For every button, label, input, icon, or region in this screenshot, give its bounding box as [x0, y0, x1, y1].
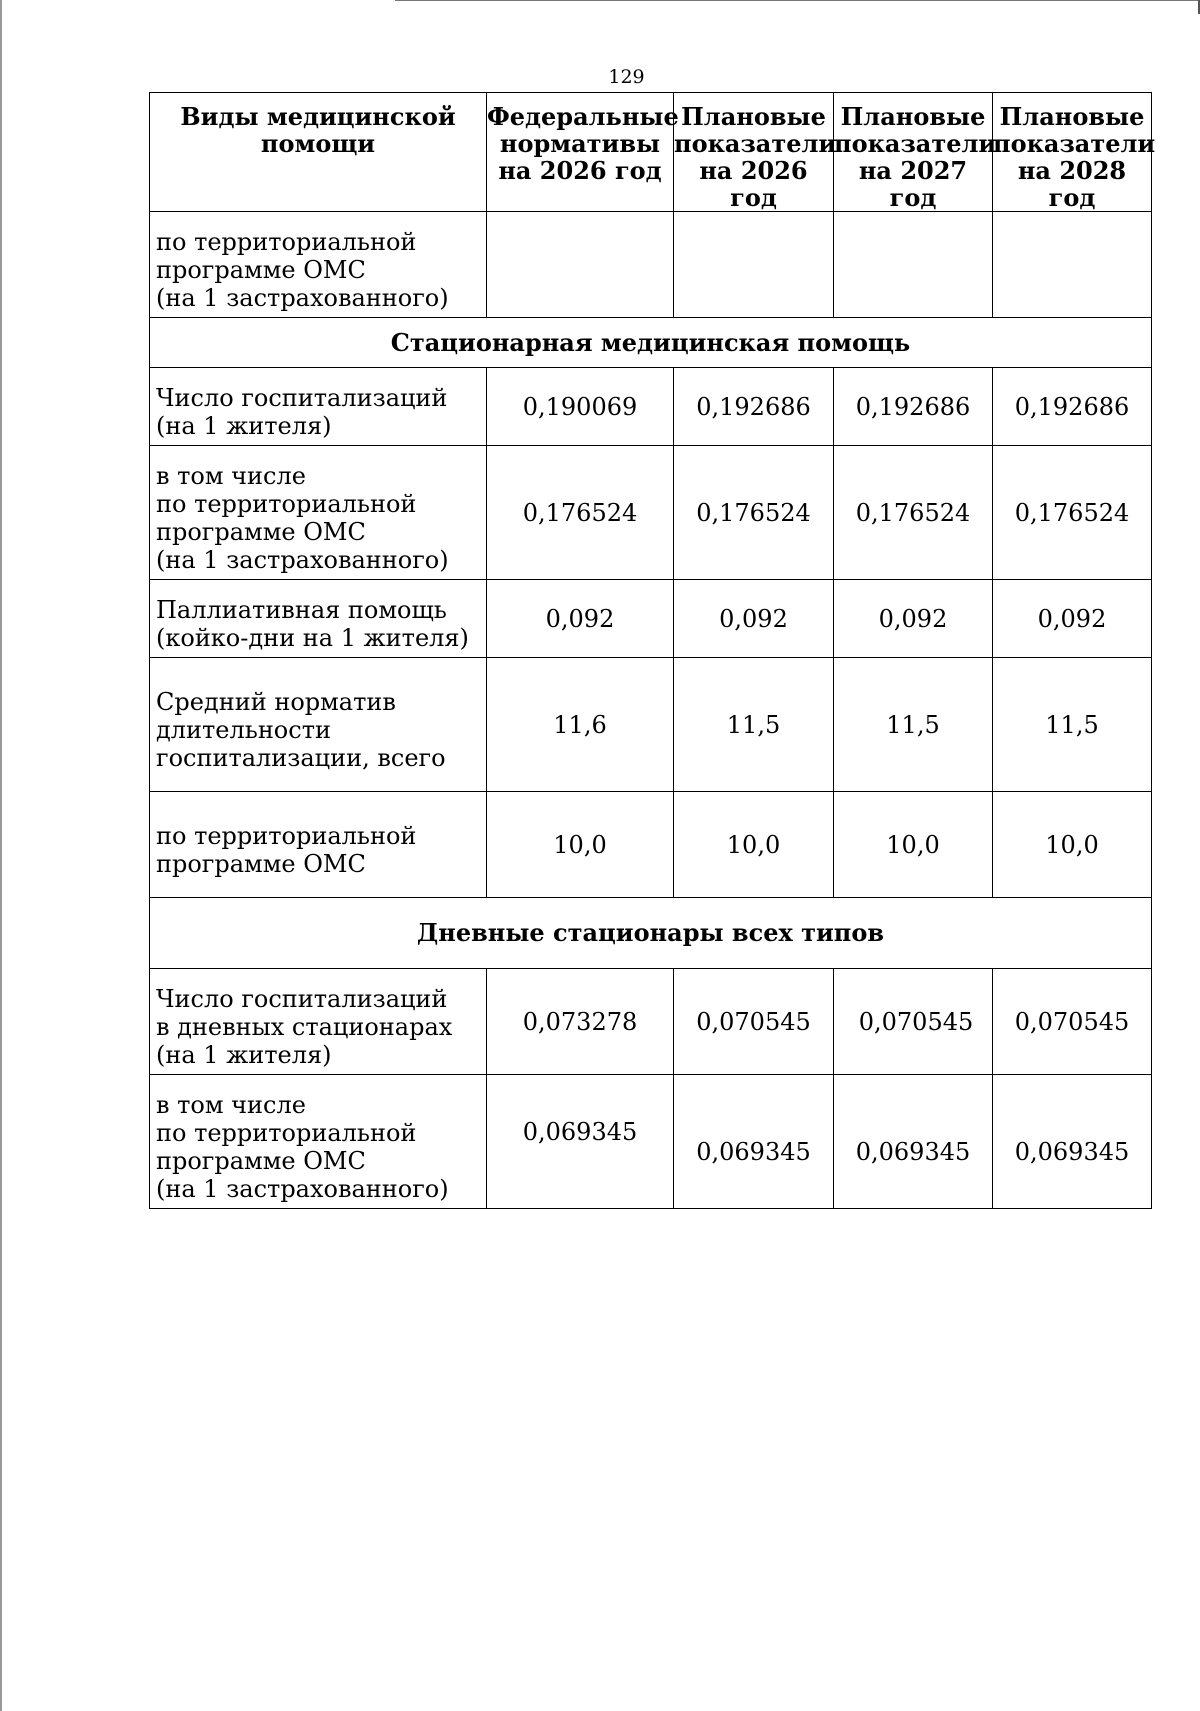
- cell-federal-2026: 0,176524: [487, 446, 674, 580]
- cell-plan-2027-value: 0,069345: [855, 1137, 971, 1166]
- page-number: 129: [608, 66, 645, 88]
- cell-plan-2028: 0,070545: [993, 969, 1152, 1075]
- header-plan-2026: [674, 93, 837, 212]
- header-federal-line-1: Федеральные: [487, 102, 679, 131]
- table-row: [150, 792, 1152, 898]
- cell-federal-2026: 0,073278: [487, 969, 674, 1075]
- cell-plan-2026: 0,092: [674, 580, 834, 658]
- row-label: в том числе по территориальной программе ОМС (на 1 застрахованного): [150, 1075, 487, 1209]
- header-care-type: [150, 93, 487, 212]
- cell-plan-2028: 0,092: [993, 580, 1152, 658]
- cell-plan-2027: 11,5: [834, 658, 993, 792]
- table-row: [150, 969, 1152, 1075]
- section-row: [150, 898, 1152, 969]
- header-plan-2027-line-2: показатели: [834, 129, 997, 158]
- cell-plan-2028-value: 0,069345: [1014, 1137, 1130, 1166]
- norms-table: [149, 92, 1156, 1209]
- cell-federal-2026: 10,0: [487, 792, 674, 898]
- table-row: [150, 1075, 1152, 1209]
- cell-federal-2026: 0,092: [487, 580, 674, 658]
- table-header-row: [150, 93, 1152, 212]
- table-row: [150, 580, 1152, 658]
- header-plan-2026-line-1: Плановые: [681, 102, 826, 131]
- row-label: Число госпитализаций (на 1 жителя): [150, 368, 487, 446]
- row-label: Средний норматив длительности госпитализации, всего: [150, 658, 487, 792]
- cell-plan-2028: 0,176524: [993, 446, 1152, 580]
- cell-plan-2028: 0,192686: [993, 368, 1152, 446]
- header-plan-2028-line-1: Плановые: [999, 102, 1145, 131]
- cell-plan-2027: 0,192686: [834, 368, 993, 446]
- section-heading-inpatient: Стационарная медицинская помощь: [150, 318, 1152, 368]
- header-plan-2028-line-2: показатели: [993, 129, 1156, 158]
- cell-plan-2027: [834, 212, 993, 318]
- cell-plan-2026: 0,070545: [674, 969, 834, 1075]
- row-label: по территориальной программе ОМС (на 1 застрахованного): [150, 212, 487, 318]
- cell-plan-2028: [993, 212, 1152, 318]
- cell-plan-2028: [993, 1075, 1152, 1209]
- cell-plan-2026: [674, 212, 834, 318]
- row-label: Паллиативная помощь (койко-дни на 1 жителя): [150, 580, 487, 658]
- scan-edge-top: [395, 0, 1200, 1]
- cell-plan-2026: [674, 1075, 834, 1209]
- header-plan-2028-line-3: на 2028 год: [1017, 156, 1127, 212]
- cell-federal-2026: 11,6: [487, 658, 674, 792]
- row-label: в том числе по территориальной программе ОМС (на 1 застрахованного): [150, 446, 487, 580]
- header-plan-2026-line-2: показатели: [674, 129, 837, 158]
- header-care-type-line-2: помощи: [260, 129, 376, 158]
- header-federal-line-3: на 2026 год: [498, 156, 662, 185]
- cell-federal-2026: 0,190069: [487, 368, 674, 446]
- cell-plan-2028: 11,5: [993, 658, 1152, 792]
- cell-plan-2027: 10,0: [834, 792, 993, 898]
- header-plan-2027-line-3: на 2027 год: [858, 156, 968, 212]
- cell-plan-2027: 0,092: [834, 580, 993, 658]
- header-plan-2027: [834, 93, 997, 212]
- row-label: по территориальной программе ОМС: [150, 792, 487, 898]
- header-plan-2028: [993, 93, 1156, 212]
- cell-plan-2027: 0,176524: [834, 446, 993, 580]
- cell-plan-2026-value: 0,069345: [696, 1137, 811, 1166]
- cell-plan-2026: 11,5: [674, 658, 834, 792]
- cell-federal-2026: [487, 1075, 674, 1209]
- header-federal-2026: [487, 93, 679, 212]
- cell-plan-2027: [834, 1075, 993, 1209]
- table-row: [150, 446, 1152, 580]
- header-plan-2027-line-1: Плановые: [840, 102, 986, 131]
- section-row: [150, 318, 1152, 368]
- scan-edge-left: [0, 0, 2, 1711]
- table-row: [150, 368, 1152, 446]
- cell-plan-2026: 10,0: [674, 792, 834, 898]
- cell-federal-2026-value: 0,069345: [522, 1117, 638, 1146]
- table-row: [150, 212, 1152, 318]
- section-heading-day-hospitals: Дневные стационары всех типов: [150, 898, 1152, 969]
- cell-plan-2028: 10,0: [993, 792, 1152, 898]
- row-label: Число госпитализаций в дневных стационарах (на 1 жителя): [150, 969, 487, 1075]
- cell-federal-2026: [487, 212, 674, 318]
- cell-plan-2026: 0,192686: [674, 368, 834, 446]
- table-row: [150, 658, 1152, 792]
- header-plan-2026-line-3: на 2026 год: [699, 156, 808, 212]
- cell-plan-2027: 0,070545: [834, 969, 993, 1075]
- cell-plan-2026: 0,176524: [674, 446, 834, 580]
- header-federal-line-2: нормативы: [499, 129, 661, 158]
- header-care-type-line-1: Виды медицинской: [180, 102, 456, 131]
